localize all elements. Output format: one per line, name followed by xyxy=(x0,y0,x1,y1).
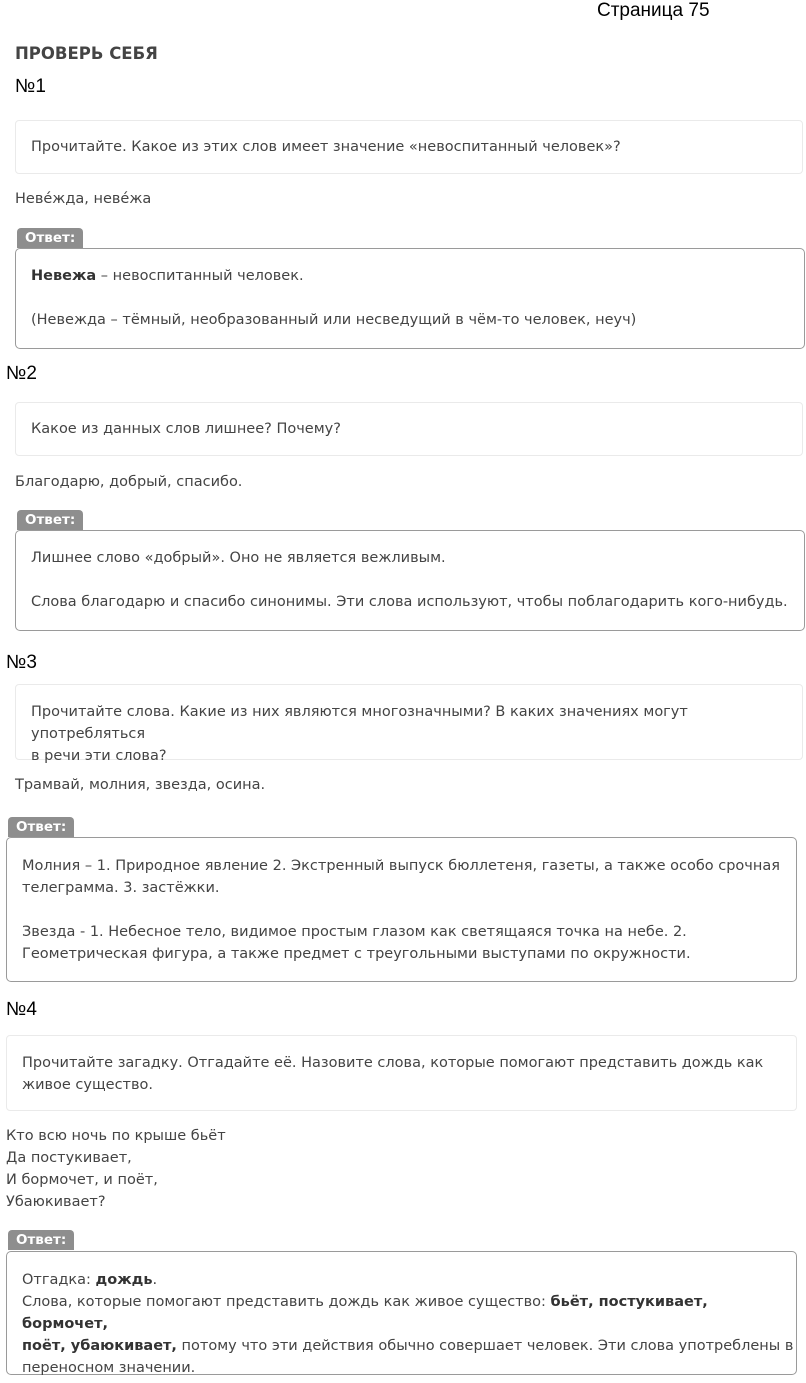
task-3-question-box xyxy=(15,684,803,764)
task-3-question-line-1: Прочитайте слова. Какие из них являются многозначными? В каких значениях могут употребляться xyxy=(31,704,688,742)
task-1-answer-tag: Ответ: xyxy=(17,228,83,248)
task-4-answer-tag: Ответ: xyxy=(8,1230,74,1250)
task-3-answer-box xyxy=(6,837,797,982)
task-2-answer-tag: Ответ: xyxy=(17,510,83,530)
task-1-words: Неве́жда, неве́жа xyxy=(15,191,152,207)
task-2-question: Какое из данных слов лишнее? Почему? xyxy=(31,421,341,437)
task-1-answer-rest: – невоспитанный человек. xyxy=(96,268,304,284)
task-4-answer-prefix: Отгадка: xyxy=(22,1272,96,1288)
riddle-line: И бормочет, и поёт, xyxy=(6,1172,158,1188)
task-3-words: Трамвай, молния, звезда, осина. xyxy=(15,777,266,793)
task-2-answer-box xyxy=(15,530,805,631)
task-4-answer-l2-text: Слова, которые помогают представить дождь как живое существо: xyxy=(22,1294,551,1310)
task-3-answer-line-3: Звезда - 1. Небесное тело, видимое простым глазом как светящаяся точка на небе. 2. xyxy=(22,924,687,940)
page-number: Страница 75 xyxy=(597,0,710,21)
task-4-number: №4 xyxy=(6,999,37,1020)
task-2-words: Благодарю, добрый, спасибо. xyxy=(15,474,243,490)
task-1-answer-bold: Невежа xyxy=(31,268,97,284)
riddle-line: Убаюкивает? xyxy=(6,1194,106,1210)
task-2-number: №2 xyxy=(6,363,37,384)
task-4-answer-box xyxy=(6,1251,797,1375)
task-4-answer-dot: . xyxy=(152,1272,158,1288)
riddle-line: Кто всю ночь по крыше бьёт xyxy=(6,1128,226,1144)
task-4-answer-line-4: переносном значении. xyxy=(22,1360,196,1376)
task-3-question-line-2: в речи эти слова? xyxy=(31,748,167,764)
task-4-answer-line-2 xyxy=(22,1291,796,1335)
task-4-answer-line-1 xyxy=(22,1269,796,1291)
task-3-answer-tag: Ответ: xyxy=(8,817,74,837)
task-3-answer-line-4: Геометрическая фигура, а также предмет с треугольными выступами по окружности. xyxy=(22,946,691,962)
task-4-question-line-1: Прочитайте загадку. Отгадайте её. Назовите слова, которые помогают представить дождь как xyxy=(22,1055,764,1071)
task-1-answer-line xyxy=(31,265,804,287)
task-2-question-box xyxy=(15,402,803,456)
task-1-question-box xyxy=(15,120,803,174)
task-3-number: №3 xyxy=(6,652,37,673)
task-3-answer-line-1: Молния – 1. Природное явление 2. Экстренный выпуск бюллетеня, газеты, а также особо срочная xyxy=(22,858,780,874)
task-3-answer-line-2: телеграмма. 3. застёжки. xyxy=(22,880,220,896)
task-4-answer-l2-bold: бьёт, постукивает, бормочет, xyxy=(22,1294,708,1332)
task-2-answer-line-2: Слова благодарю и спасибо синонимы. Эти слова используют, чтобы поблагодарить кого-нибудь. xyxy=(31,594,788,610)
task-1-answer-note: (Невежда – тёмный, необразованный или несведущий в чём-то человек, неуч) xyxy=(31,312,637,328)
task-1-number: №1 xyxy=(15,76,46,97)
task-1-answer-box xyxy=(15,248,805,349)
task-4-answer-line-3 xyxy=(22,1335,796,1357)
task-1-question: Прочитайте. Какое из этих слов имеет значение «невоспитанный человек»? xyxy=(31,139,621,155)
riddle-line: Да постукивает, xyxy=(6,1150,132,1166)
task-4-answer-guess: дождь xyxy=(95,1272,153,1288)
task-4-answer-l3-text: потому что эти действия обычно совершает человек. Эти слова употреблены в xyxy=(176,1338,794,1354)
page-title: ПРОВЕРЬ СЕБЯ xyxy=(15,44,158,63)
task-4-answer-l3-bold: поёт, убаюкивает, xyxy=(22,1338,177,1354)
task-4-question-line-2: живое существо. xyxy=(22,1077,154,1093)
task-4-question-box xyxy=(6,1035,797,1111)
task-4-riddle xyxy=(6,1125,226,1213)
task-2-answer-line-1: Лишнее слово «добрый». Оно не является вежливым. xyxy=(31,550,446,566)
